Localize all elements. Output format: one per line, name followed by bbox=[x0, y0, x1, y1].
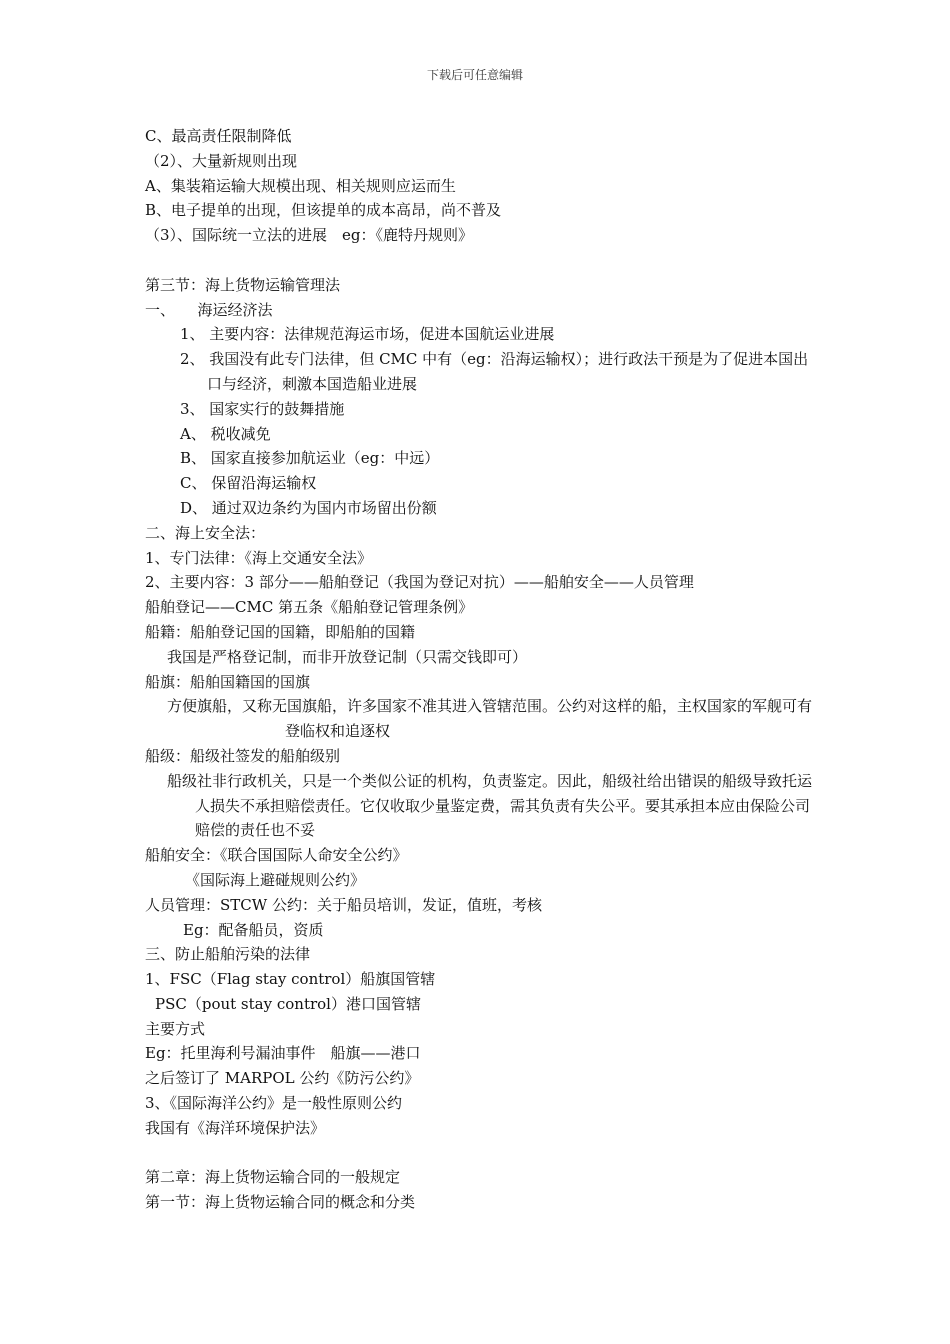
text-line: 《国际海上避碰规则公约》 bbox=[185, 870, 366, 889]
text-line: Eg：配备船员，资质 bbox=[183, 920, 324, 939]
text-line: B、电子提单的出现，但该提单的成本高昂，尚不普及 bbox=[145, 201, 502, 220]
text-line: PSC（pout stay control）港口国管辖 bbox=[155, 994, 421, 1013]
text-line: 3、《国际海洋公约》是一般性原则公约 bbox=[145, 1094, 403, 1113]
list-item: A、 税收减免 bbox=[180, 424, 271, 443]
list-item: 3、 国家实行的鼓舞措施 bbox=[180, 399, 345, 418]
subsection-heading: 二、海上安全法： bbox=[145, 523, 266, 542]
text-line: 主要方式 bbox=[145, 1019, 206, 1038]
text-line: 之后签订了 MARPOL 公约《防污公约》 bbox=[145, 1069, 420, 1088]
text-line: A、集装箱运输大规模出现、相关规则应运而生 bbox=[145, 176, 456, 195]
text-line: 1、FSC（Flag stay control）船旗国管辖 bbox=[145, 970, 436, 989]
list-item: B、 国家直接参加航运业（eg：中远） bbox=[180, 449, 440, 468]
text-line: 船籍：船舶登记国的国籍，即船舶的国籍 bbox=[145, 622, 416, 641]
text-paragraph: 方便旗船，又称无国旗船，许多国家不准其进入管辖范围。公约对这样的船，主权国家的军舰可有登临权和追逐权 bbox=[167, 697, 813, 741]
subsection-heading: 一、 海运经济法 bbox=[145, 300, 273, 319]
text-line: C、最高责任限制降低 bbox=[145, 127, 292, 145]
chapter-heading: 第二章：海上货物运输合同的一般规定 bbox=[145, 1168, 401, 1187]
subsection-heading: 三、防止船舶污染的法律 bbox=[145, 945, 311, 964]
text-paragraph: 船级社非行政机关，只是一个类似公证的机构，负责鉴定。因此，船级社给出错误的船级导致托运人损失不承担赔偿责任。它仅收取少量鉴定费，需其负责有失公平。要其承担本应由保险公司赔偿的责任也不妥 bbox=[167, 771, 813, 840]
text-line: （2）、大量新规则出现 bbox=[145, 151, 298, 170]
text-line: 我国是严格登记制，而非开放登记制（只需交钱即可） bbox=[167, 647, 528, 666]
text-line: 人员管理：STCW 公约：关于船员培训，发证，值班，考核 bbox=[145, 895, 542, 914]
list-item: D、 通过双边条约为国内市场留出份额 bbox=[180, 498, 437, 517]
text-line: 船舶登记——CMC 第五条《船舶登记管理条例》 bbox=[145, 598, 474, 617]
page-header: 下载后可任意编辑 bbox=[426, 68, 523, 82]
text-line: 1、专门法律：《海上交通安全法》 bbox=[145, 548, 373, 567]
list-item: 1、 主要内容：法律规范海运市场，促进本国航运业进展 bbox=[180, 325, 555, 344]
blank-line bbox=[145, 248, 815, 273]
blank-line bbox=[145, 1141, 815, 1166]
section-heading: 第三节：海上货物运输管理法 bbox=[145, 275, 341, 294]
text-line: Eg：托里海利号漏油事件 船旗——港口 bbox=[145, 1044, 421, 1063]
list-item: C、 保留沿海运输权 bbox=[180, 474, 317, 493]
section-heading: 第一节：海上货物运输合同的概念和分类 bbox=[145, 1193, 416, 1212]
list-item: 2、 我国没有此专门法律，但 CMC 中有（eg：沿海运输权）；进行政法干预是为了促进本国出口与经济，刺激本国造船业进展 bbox=[180, 350, 809, 393]
document-body bbox=[145, 124, 815, 1215]
text-line: 船级：船级社签发的船舶级别 bbox=[145, 746, 341, 765]
text-line: （3）、国际统一立法的进展 eg：《鹿特丹规则》 bbox=[145, 226, 474, 245]
text-line: 我国有《海洋环境保护法》 bbox=[145, 1118, 326, 1137]
text-line: 船旗：船舶国籍国的国旗 bbox=[145, 672, 311, 691]
text-line: 船舶安全：《联合国国际人命安全公约》 bbox=[145, 846, 408, 865]
text-line: 2、主要内容：3 部分——船舶登记（我国为登记对抗）——船舶安全——人员管理 bbox=[145, 573, 694, 592]
